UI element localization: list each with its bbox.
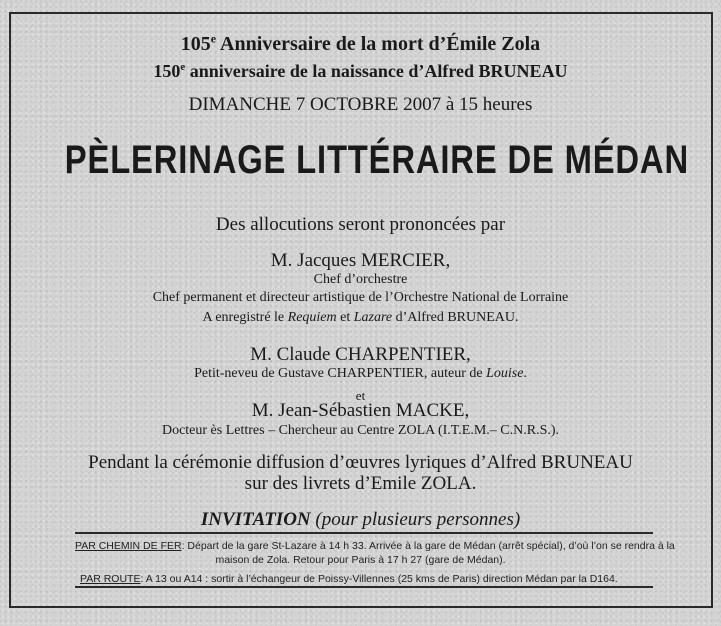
anniversary-zola-line (0, 33, 721, 56)
event-title: PÈLERINAGE LITTÉRAIRE DE MÉDAN (64, 138, 689, 182)
speaker3-name: M. Jean-Sébastien MACKE, (251, 400, 470, 421)
recording-text: A enregistré le (202, 310, 288, 325)
divider (75, 586, 653, 588)
speaker1-name: M. Jacques MERCIER, (270, 250, 451, 271)
speaker1-role: Chef permanent et directeur artistique de l’Orchestre National de Lorraine (152, 290, 569, 305)
ordinal-suffix: e (210, 31, 217, 46)
conjunction: et (355, 388, 366, 403)
speaker2-name: M. Claude CHARPENTIER, (250, 344, 471, 365)
role-text: . (523, 366, 527, 381)
invitation-note: (pour plusieurs personnes) (310, 509, 521, 530)
anniversary-number: 150 (153, 61, 181, 81)
speaker2-role (0, 366, 721, 382)
work-title: Lazare (353, 310, 393, 325)
anniversary-text: anniversaire de la naissance d’Alfred BRUNEAU (185, 61, 568, 81)
train-text: : Départ de la gare St-Lazare à 14 h 33. Arrivée à la gare de Médan (arrêt spécial), d’où l’on se rendra à la (181, 540, 675, 552)
speaker3-role: Docteur ès Lettres – Chercheur au Centre ZOLA (I.T.E.M.– C.N.R.S.). (161, 423, 560, 438)
invitation-label: INVITATION (200, 509, 311, 530)
speaker1-role: Chef d’orchestre (313, 272, 408, 287)
train-label: PAR CHEMIN DE FER (75, 540, 182, 552)
anniversary-number: 105 (180, 33, 211, 55)
anniversary-text: Anniversaire de la mort d’Émile Zola (216, 33, 541, 55)
divider (75, 532, 653, 534)
role-text: Petit-neveu de Gustave CHARPENTIER, auteur de (194, 366, 487, 381)
road-directions (80, 573, 618, 585)
work-title: Louise (486, 366, 524, 381)
speeches-intro: Des allocutions seront prononcées par (215, 214, 506, 235)
recording-text: d’Alfred BRUNEAU. (392, 310, 519, 325)
road-text: : A 13 ou A14 : sortir à l’échangeur de Poissy-Villennes (25 kms de Paris) direction Médan par la D164. (140, 573, 618, 585)
work-title: Requiem (287, 310, 337, 325)
anniversary-bruneau-line (0, 61, 721, 82)
ordinal-suffix: e (180, 61, 186, 73)
train-directions (75, 540, 675, 552)
speaker1-recording (0, 310, 721, 326)
event-date: DIMANCHE 7 OCTOBRE 2007 à 15 heures (188, 94, 533, 115)
ceremony-line: sur des livrets d’Emile ZOLA. (244, 473, 477, 494)
ceremony-line: Pendant la cérémonie diffusion d’œuvres lyriques d’Alfred BRUNEAU (88, 452, 633, 473)
road-label: PAR ROUTE (80, 573, 141, 585)
recording-text: et (336, 310, 354, 325)
train-directions-cont: maison de Zola. Retour pour Paris à 17 h 27 (gare de Médan). (215, 554, 506, 566)
invitation-heading (0, 509, 721, 531)
